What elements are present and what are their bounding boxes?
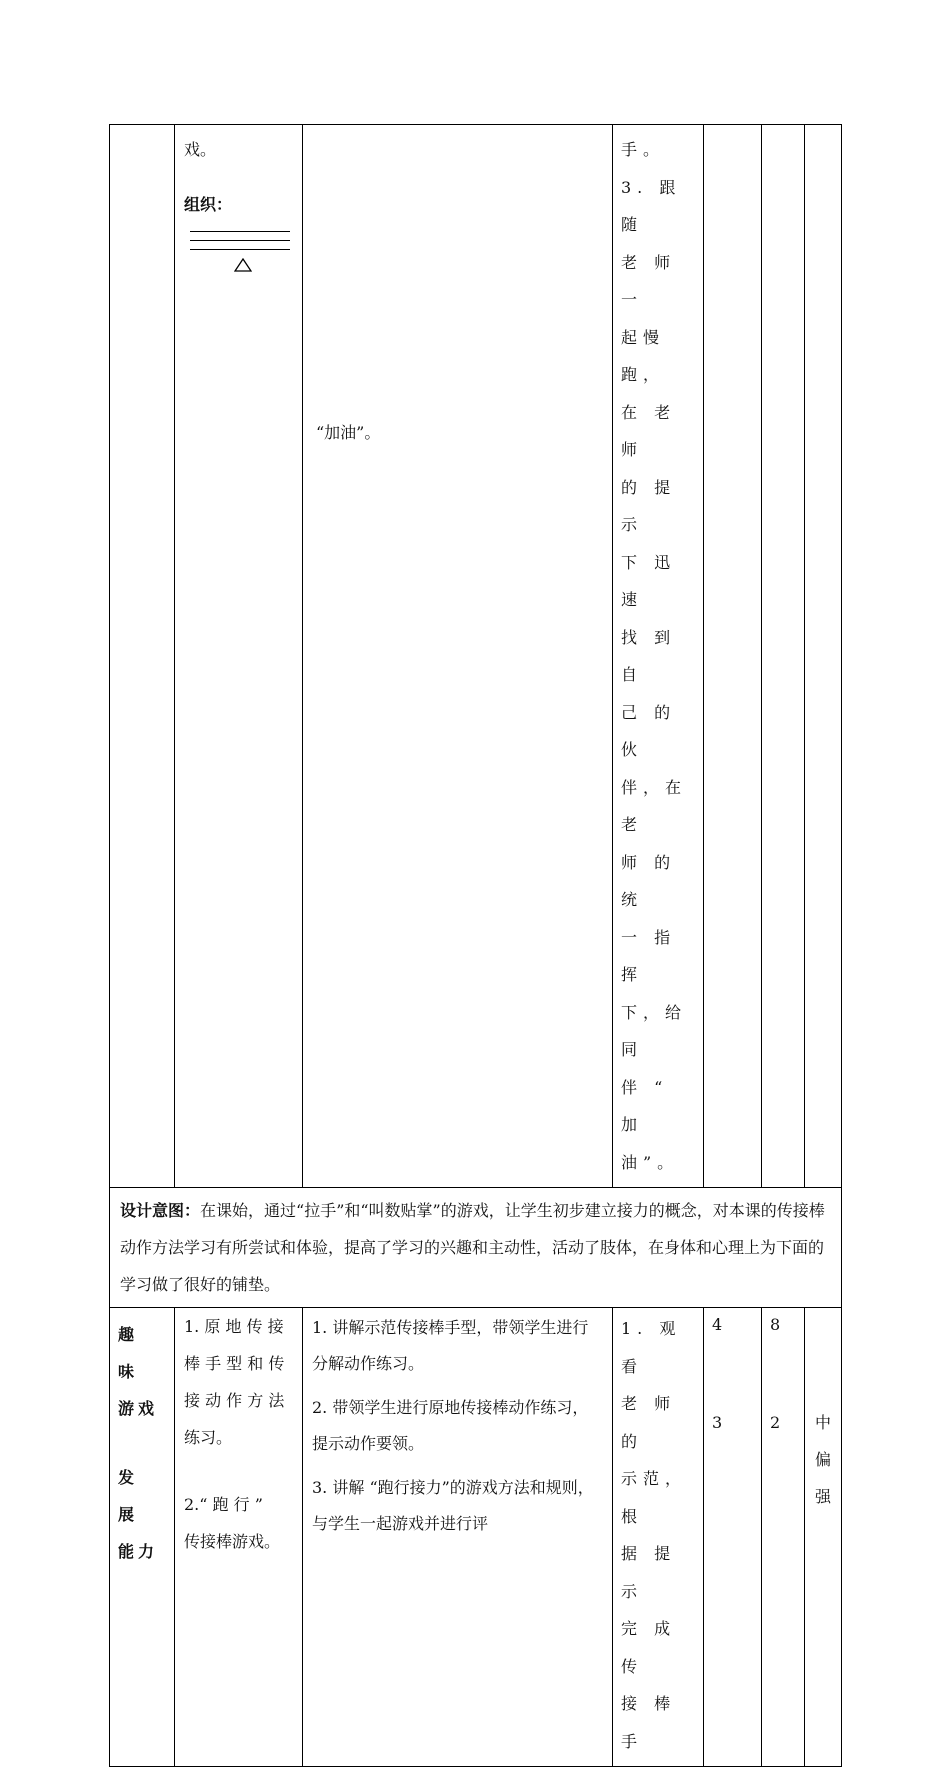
content-line: 棒 手 型 和 传 [184, 1354, 285, 1373]
student-line: 下 迅 速 [621, 552, 677, 609]
student-line: 接 棒 手 [621, 1694, 677, 1751]
time-cell [704, 125, 762, 1188]
stage-line: 趣 味 [118, 1325, 139, 1381]
content-line: 接 动 作 方 法 [184, 1391, 285, 1410]
count-value: 8 [770, 1315, 781, 1334]
stage-cell [110, 1308, 175, 1767]
content-cell [175, 125, 303, 1188]
student-line: 找 到 自 [621, 627, 677, 684]
student-activity-cell [613, 1308, 704, 1767]
time-value: 3 [712, 1413, 723, 1432]
intensity-cell [805, 1308, 842, 1767]
table-row [110, 1308, 842, 1767]
student-line: 示范，根 [621, 1469, 688, 1526]
student-line: 师 的 统 [621, 852, 677, 909]
teacher-activity-cell [303, 125, 613, 1188]
content-cell [175, 1308, 303, 1767]
student-line: 伴 “ 加 [621, 1077, 669, 1134]
student-line: 完 成 传 [621, 1619, 677, 1676]
design-intent-text: 在课始，通过“拉手”和“叫数贴掌”的游戏，让学生初步建立接力的概念，对本课的传接棒动作方法学习有所尝试和体验，提高了学习的兴趣和主动性，活动了肢体，在身体和心理上为下面的学习做了很好的铺垫。 [120, 1201, 825, 1294]
table-row [110, 125, 842, 1188]
student-line: 伴，在老 [621, 777, 688, 834]
student-line: 1. 观 看 [621, 1319, 682, 1376]
organization-label: 组织： [184, 195, 233, 214]
student-activity-cell [613, 125, 704, 1188]
stage-line: 发 展 [118, 1468, 139, 1524]
student-line: 己 的 伙 [621, 702, 677, 759]
intensity-char: 偏 [814, 1450, 831, 1469]
student-line: 起慢跑， [621, 327, 666, 384]
time-value: 4 [712, 1315, 723, 1334]
teacher-item: 1. 讲解示范传接棒手型，带领学生进行分解动作练习。 [312, 1318, 589, 1373]
formation-diagram [190, 231, 290, 272]
content-line: 戏。 [184, 140, 217, 159]
count-cell [762, 1308, 805, 1767]
intensity-cell [805, 125, 842, 1188]
design-intent-label: 设计意图： [120, 1201, 201, 1220]
student-line: 老 师 的 [621, 1394, 677, 1451]
teacher-activity-cell [303, 1308, 613, 1767]
time-cell [704, 1308, 762, 1767]
student-line: 下，给同 [621, 1002, 688, 1059]
design-intent-row [110, 1188, 842, 1308]
stage-line: 游戏 [118, 1399, 159, 1418]
stage-cell [110, 125, 175, 1188]
count-value: 2 [770, 1413, 781, 1432]
student-line: 的 提 示 [621, 477, 677, 534]
student-line: 手。 [621, 140, 666, 159]
formation-line [190, 240, 290, 243]
count-cell [762, 125, 805, 1188]
student-line: 在 老 师 [621, 402, 677, 459]
content-line: 2.“ 跑 行 ” [184, 1495, 263, 1514]
teacher-text: “加油”。 [316, 423, 381, 442]
content-line: 练习。 [184, 1428, 233, 1447]
student-line: 3. 跟 随 [621, 177, 682, 234]
student-line: 一 指 挥 [621, 927, 677, 984]
student-line: 油”。 [621, 1152, 680, 1172]
formation-line [190, 231, 290, 234]
stage-line: 能力 [118, 1542, 159, 1561]
intensity-char: 中 [814, 1413, 831, 1432]
intensity-char: 强 [814, 1487, 831, 1506]
lesson-plan-table [109, 124, 842, 1767]
teacher-item: 3. 讲解 “跑行接力”的游戏方法和规则，与学生一起游戏并进行评 [312, 1478, 594, 1533]
teacher-triangle-icon [234, 258, 252, 272]
formation-line [190, 249, 290, 252]
content-line: 1. 原 地 传 接 [184, 1317, 284, 1336]
teacher-item: 2. 带领学生进行原地传接棒动作练习，提示动作要领。 [312, 1398, 589, 1453]
design-intent-cell [110, 1188, 842, 1308]
student-line: 老 师 一 [621, 252, 677, 309]
student-line: 据 提 示 [621, 1544, 677, 1601]
content-line: 传接棒游戏。 [184, 1532, 281, 1551]
